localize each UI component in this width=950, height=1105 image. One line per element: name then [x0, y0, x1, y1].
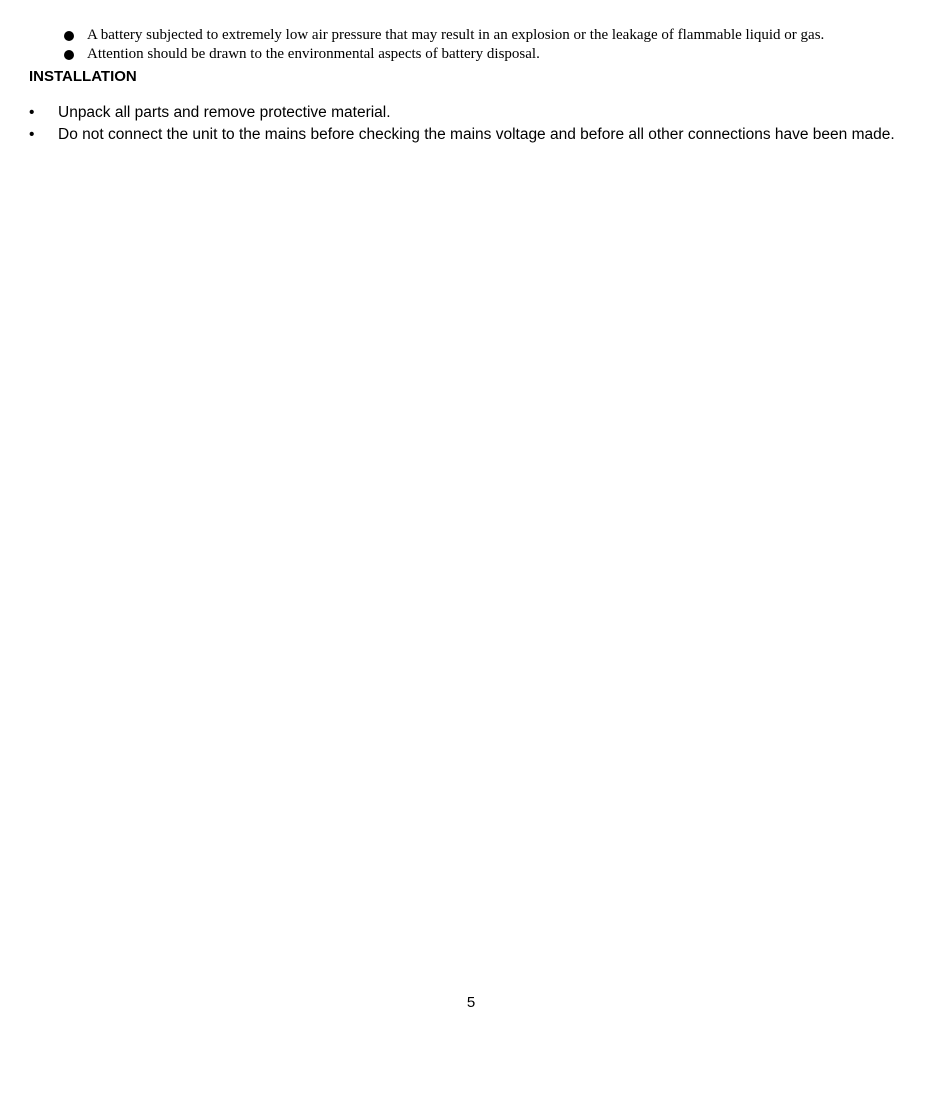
- list-item-text: A battery subjected to extremely low air pressure that may result in an explosion or the leakage of flammable liquid or gas.: [87, 27, 825, 43]
- bullet-dot-icon: [64, 50, 74, 60]
- list-item-text: Attention should be drawn to the environmental aspects of battery disposal.: [87, 46, 540, 62]
- battery-warnings-list: [64, 26, 934, 64]
- list-item: [29, 102, 909, 124]
- section-heading: INSTALLATION: [29, 68, 137, 85]
- bullet-icon: •: [29, 104, 35, 121]
- list-item-text: Unpack all parts and remove protective material.: [58, 104, 391, 121]
- list-item: [64, 45, 934, 64]
- bullet-icon: •: [29, 126, 35, 143]
- list-item: [64, 26, 934, 45]
- installation-list: [29, 102, 909, 146]
- list-item-text: Do not connect the unit to the mains before checking the mains voltage and before all other connections have been made.: [58, 126, 895, 143]
- list-item: [29, 124, 909, 146]
- bullet-dot-icon: [64, 31, 74, 41]
- page-number: 5: [466, 994, 476, 1011]
